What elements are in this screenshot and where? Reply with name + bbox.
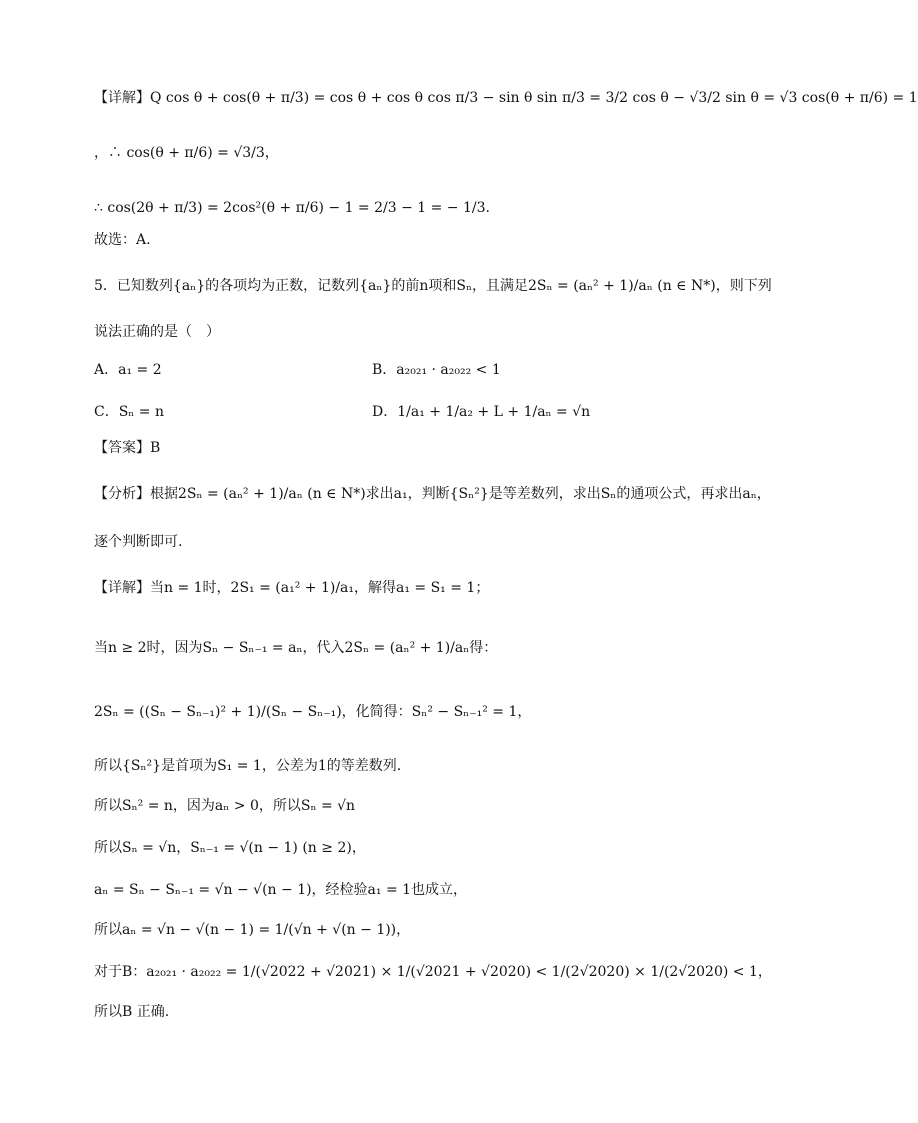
text-line: 所以{Sₙ²}是首项为S₁ = 1，公差为1的等差数列. (94, 758, 402, 774)
answer-option: A．a₁ = 2 (94, 362, 162, 378)
text-line: 所以Sₙ² = n，因为aₙ > 0，所以Sₙ = √n (94, 798, 356, 814)
answer-option: C．Sₙ = n (94, 404, 165, 420)
text-line: 【分析】根据2Sₙ = (aₙ² + 1)/aₙ (n ∈ N*)求出a₁，判断{Sₙ²}是等差数列，求出Sₙ的通项公式，再求出aₙ， (94, 486, 771, 502)
answer-option: B．a₂₀₂₁ · a₂₀₂₂ < 1 (372, 362, 501, 378)
answer-option: D．1/a₁ + 1/a₂ + L + 1/aₙ = √n (372, 404, 591, 420)
text-line: 对于B：a₂₀₂₁ · a₂₀₂₂ = 1/(√2022 + √2021) × 1/(√2021 + √2020) < 1/(2√2020) × 1/(2√2020) < 1， (94, 964, 772, 980)
text-line: 所以aₙ = √n − √(n − 1) = 1/(√n + √(n − 1))， (94, 922, 411, 938)
text-line: 逐个判断即可. (94, 534, 183, 550)
text-line: 【详解】Q cos θ + cos(θ + π/3) = cos θ + cos θ cos π/3 − sin θ sin π/3 = 3/2 cos θ − √3/2 sin θ = √3 cos(θ + π/6) = 1 (94, 90, 918, 106)
text-line: 2Sₙ = ((Sₙ − Sₙ₋₁)² + 1)/(Sₙ − Sₙ₋₁)，化简得：Sₙ² − Sₙ₋₁² = 1， (94, 704, 532, 720)
text-line: 当n ≥ 2时，因为Sₙ − Sₙ₋₁ = aₙ，代入2Sₙ = (aₙ² + 1)/aₙ得： (94, 640, 498, 656)
text-line: 所以Sₙ = √n，Sₙ₋₁ = √(n − 1) (n ≥ 2)， (94, 840, 366, 856)
text-line: 【详解】当n = 1时，2S₁ = (a₁² + 1)/a₁，解得a₁ = S₁ = 1； (94, 580, 490, 596)
text-line: 5．已知数列{aₙ}的各项均为正数，记数列{aₙ}的前n项和Sₙ，且满足2Sₙ = (aₙ² + 1)/aₙ (n ∈ N*)，则下列 (94, 278, 772, 294)
text-line: 【答案】B (94, 440, 161, 456)
text-line: 说法正确的是（ ） (94, 324, 220, 340)
text-line: ∴ cos(2θ + π/3) = 2cos²(θ + π/6) − 1 = 2/3 − 1 = − 1/3. (94, 200, 490, 216)
text-line: ，∴ cos(θ + π/6) = √3/3， (94, 145, 279, 161)
text-line: aₙ = Sₙ − Sₙ₋₁ = √n − √(n − 1)，经检验a₁ = 1也成立， (94, 882, 468, 898)
text-line: 故选：A. (94, 232, 151, 248)
text-line: 所以B 正确. (94, 1004, 170, 1020)
